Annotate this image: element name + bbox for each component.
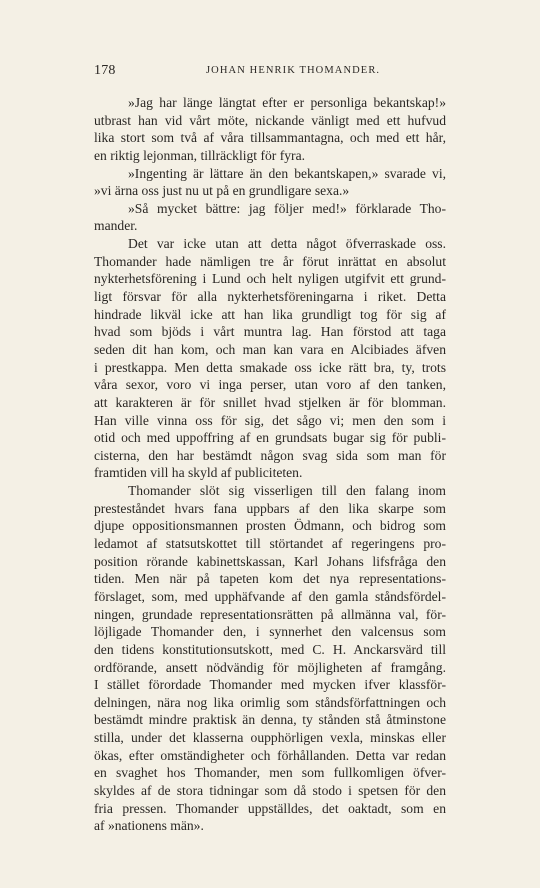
text-line: djupe oppositionsmannen prosten Ödmann, och bidrog som (94, 518, 446, 534)
text-line: framtiden vill ha skyld af publiciteten. (94, 465, 303, 481)
text-line: Det var icke utan att detta något öfverraskade oss. (128, 236, 446, 252)
text-line: cisterna, den har bestämdt någon svag sida som man för (94, 447, 446, 463)
text-line: fria pressen. Thomander uppställdes, det oaktadt, som en (94, 800, 446, 816)
text-line: ordförande, ansett nödvändig för möjligheten af framgång. (94, 659, 446, 675)
text-line: seden dit han kom, och man kan vara en Alcibiades äfven (94, 341, 446, 357)
text-line: presteståndet hvars fana uppbars af den lika skarpe som (94, 500, 446, 516)
text-line: en svaghet hos Thomander, men som fullkomligen öfver- (94, 765, 446, 781)
text-line: en riktig lejonman, tillräckligt för fyra. (94, 147, 306, 163)
body-text (94, 94, 446, 835)
running-head: JOHAN HENRIK THOMANDER. (206, 65, 381, 76)
text-line: löjligade Thomander den, i synnerhet den valcensus som (94, 624, 446, 640)
text-line: stilla, under det klasserna oupphörligen vexla, minskas eller (94, 730, 446, 746)
text-line: »Ingenting är lättare än den bekantskapen,» svarade vi, (128, 165, 446, 181)
text-line: »Jag har länge längtat efter er personliga bekantskap!» (128, 95, 446, 110)
text-line: tiden. Men när på tapeten kom det nya representations- (94, 571, 446, 587)
text-line: otid och med uppoffring af en grundsats bugar sig för publi- (94, 430, 446, 446)
page-header (94, 63, 446, 83)
text-line: Han ville vinna oss för sig, det sågo vi; men den som i (94, 412, 446, 428)
text-line: position rörande kabinettskassan, Karl Johans lifsfråga den (94, 553, 446, 569)
text-line: att karakteren är för snillet hvad stjelken är för blomman. (94, 394, 446, 410)
text-line: den tidens konstitutionsutskott, med C. H. Anckarsvärd till (94, 641, 446, 657)
page-number: 178 (94, 63, 116, 78)
text-line: förslaget, som, med upphäfvande af den gamla ståndsfördel- (94, 588, 446, 604)
text-line: Thomander hade nämligen tre år förut inrättat en absolut (94, 253, 446, 269)
text-line: bestämdt mindre praktisk än denna, ty stånden stå åtminstone (94, 712, 446, 728)
text-line: ökas, efter omständigheter och förhållanden. Detta var redan (94, 747, 446, 763)
text-line: »Så mycket bättre: jag följer med!» förklarade Tho- (128, 200, 446, 216)
text-line: hvad som bjöds i vårt muntra lag. Han förstod att taga (94, 324, 446, 340)
text-line: våra sexor, voro vi inga perser, utan voro af den tanken, (94, 377, 446, 393)
text-line: af »nationens män». (94, 818, 204, 834)
text-line: utbrast han vid vårt möte, nickande vänligt med ett hufvud (94, 112, 446, 128)
text-line: hindrade likväl icke att han lika grundligt tog för sig af (94, 306, 446, 322)
text-line: ligt försvar för alla nykterhetsföreningarna i riket. Detta (94, 289, 446, 305)
text-line: i prestkappa. Men detta smakade oss icke rätt bra, ty, trots (94, 359, 446, 375)
text-line: nykterhetsförening i Lund och helt nyligen utgifvit ett grund- (94, 271, 446, 287)
text-line: ledamot af statsutskottet till störtandet af regeringens pro- (94, 536, 446, 552)
text-line: mander. (94, 218, 138, 234)
text-line: Thomander slöt sig visserligen till den falang inom (128, 483, 446, 499)
text-line: »vi ärna oss just nu ut på en grundligare sexa.» (94, 183, 350, 199)
text-line: I stället förordade Thomander med mycken ifver klassför- (94, 677, 446, 693)
text-line: delningen, nära nog lika orimlig som ståndsförfattningen och (94, 694, 446, 710)
text-line: lika stort som två af våra tillsammantagna, och med ett hår, (94, 130, 446, 146)
text-line: ningen, grundade representationsrätten på allmänna val, för- (94, 606, 446, 622)
text-line: skyldes af de stora tidningar som då stodo i spetsen för den (94, 782, 446, 798)
